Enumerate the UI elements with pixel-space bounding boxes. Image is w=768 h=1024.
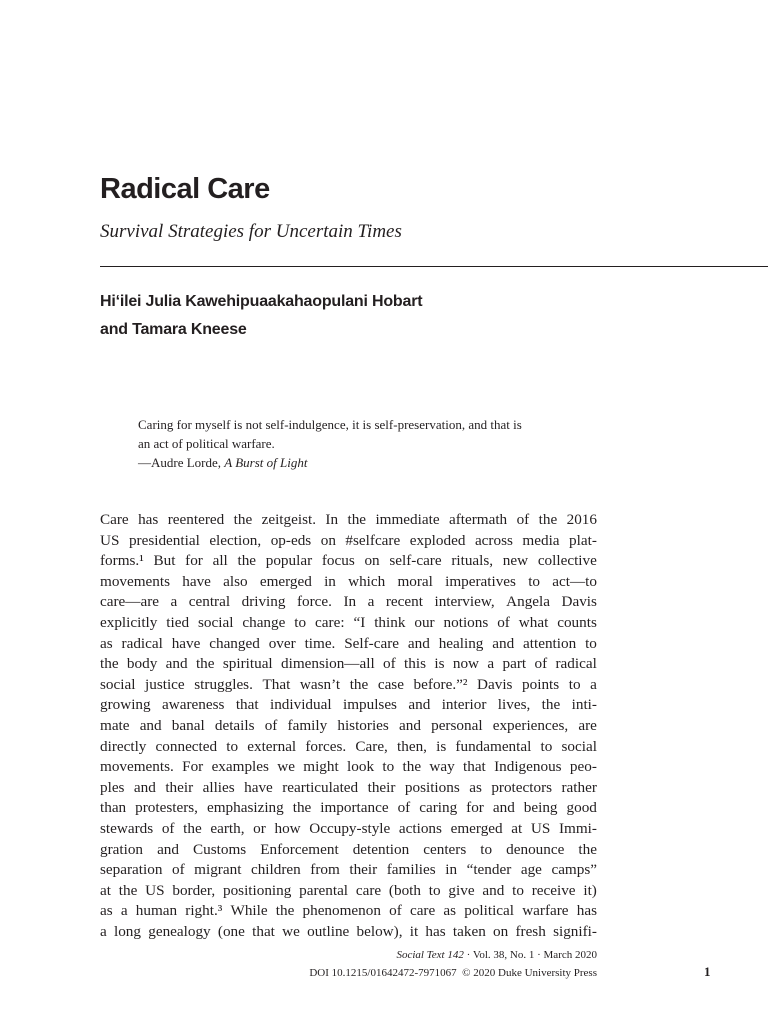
page-number: 1	[704, 964, 711, 979]
title-divider	[100, 266, 768, 267]
body-line: care—are a central driving force. In a recent interview, Angela Davis	[100, 593, 597, 611]
article-title: Radical Care	[100, 173, 270, 205]
body-line: ples and their allies have rearticulated their positions as protectors rather	[100, 778, 597, 796]
body-line: stewards of the earth, or how Occupy-style actions emerged at US Immi-	[100, 819, 597, 837]
body-line: at the US border, positioning parental care (both to give and to receive it)	[100, 881, 597, 899]
body-line: movements. For examples we might look to the way that Indigenous peo-	[100, 758, 597, 776]
author-line: Hi‘ilei Julia Kawehipuaakahaopulani Hobart	[100, 293, 423, 310]
body-line: mate and banal details of family histories and personal experiences, are	[100, 716, 597, 734]
author-line: and Tamara Kneese	[100, 321, 247, 338]
body-line: a long genealogy (one that we outline below), it has taken on fresh signifi-	[100, 922, 597, 940]
epigraph-line: Caring for myself is not self-indulgence, it is self-preservation, and that is	[138, 417, 522, 432]
attribution-author: —Audre Lorde,	[138, 455, 225, 470]
author-block	[100, 288, 422, 344]
body-line: directly connected to external forces. Care, then, is fundamental to social	[100, 737, 597, 755]
body-line: gration and Customs Enforcement detention centers to denounce the	[100, 840, 597, 858]
page-footer	[309, 946, 597, 982]
attribution-work: A Burst of Light	[224, 455, 308, 470]
body-line: as radical have changed over time. Self-care and healing and attention to	[100, 634, 597, 652]
body-line: the body and the spiritual dimension—all of this is now a part of radical	[100, 655, 597, 673]
journal-issue: · Vol. 38, No. 1 · March 2020	[463, 949, 597, 961]
epigraph-line: an act of political warfare.	[138, 436, 275, 451]
body-line: separation of migrant children from their families in “tender age camps”	[100, 861, 597, 879]
epigraph	[138, 415, 598, 472]
body-text	[100, 510, 597, 942]
body-line: explicitly tied social change to care: “I think our notions of what counts	[100, 613, 597, 631]
journal-citation	[309, 946, 597, 964]
epigraph-attribution	[138, 453, 598, 472]
copyright: © 2020 Duke University Press	[462, 967, 597, 979]
body-line: as a human right.³ While the phenomenon of care as political warfare has	[100, 902, 597, 920]
body-line: social justice struggles. That wasn’t the case before.”² Davis points to a	[100, 675, 597, 693]
journal-name: Social Text 142	[396, 949, 464, 961]
doi: DOI 10.1215/01642472-7971067	[309, 967, 457, 979]
article-subtitle: Survival Strategies for Uncertain Times	[100, 221, 402, 242]
body-line: forms.¹ But for all the popular focus on self-care rituals, new collective	[100, 552, 597, 570]
body-line: US presidential election, op-eds on #selfcare exploded across media plat-	[100, 531, 597, 549]
body-line: growing awareness that individual impulses and interior lives, the inti-	[100, 696, 597, 714]
body-line: than protesters, emphasizing the importance of caring for and being good	[100, 799, 597, 817]
body-line: Care has reentered the zeitgeist. In the immediate aftermath of the 2016	[100, 511, 597, 528]
body-line: movements have also emerged in which moral imperatives to act—to	[100, 572, 597, 590]
doi-line	[309, 964, 597, 982]
